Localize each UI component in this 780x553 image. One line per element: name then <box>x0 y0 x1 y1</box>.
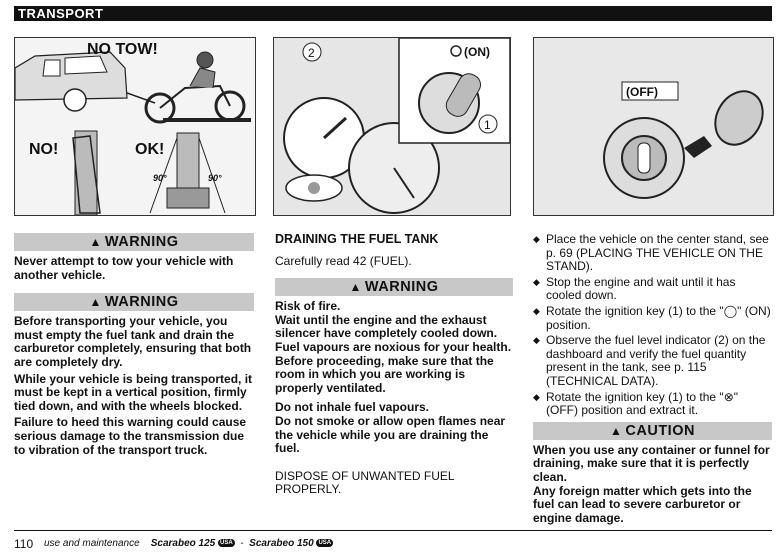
warning-title: WARNING <box>364 279 439 296</box>
warning-text: Risk of fire. <box>275 299 341 314</box>
list-item: ◆ Place the vehicle on the center stand, see p. 69 (PLACING THE VEHICLE ON THE STAND). <box>533 233 772 274</box>
column-right <box>533 233 772 528</box>
warning-text: Do not smoke or allow open flames near the vehicle while you are draining the fuel. <box>275 413 506 456</box>
warning-text: While your vehicle is being transported, it must be kept in a vertical position, firmly tied down, and with the wheels blocked. <box>14 371 253 413</box>
column-left <box>14 233 254 460</box>
dashboard-illustration <box>274 38 510 215</box>
list-item: ◆ Stop the engine and wait until it has cooled down. <box>533 276 772 303</box>
figure-transport <box>14 37 256 216</box>
model-name: Scarabeo 150 <box>249 538 314 549</box>
warning-text: Do not inhale fuel vapours. <box>275 400 430 415</box>
procedure-list <box>533 233 772 418</box>
page-footer <box>14 530 772 553</box>
section-title: TRANSPORT <box>18 6 104 21</box>
usa-badge-icon: USA <box>220 540 233 547</box>
key-on-label: (ON) <box>464 45 490 59</box>
ignition-illustration <box>534 38 773 215</box>
callout-1: 1 <box>484 118 491 132</box>
warning-banner <box>275 278 513 296</box>
ok-label: OK! <box>135 141 165 158</box>
figure-dashboard <box>273 37 511 216</box>
list-item: ◆ Rotate the ignition key (1) to the "◯" (ON) position. <box>533 305 772 332</box>
no-tow-label: NO TOW! <box>87 41 158 58</box>
warning-title: WARNING <box>104 294 179 311</box>
read-reference: Carefully read 42 (FUEL). <box>275 253 412 268</box>
footer-label: use and maintenance <box>44 538 140 549</box>
caution-banner <box>533 422 772 440</box>
warning-text: Never attempt to tow your vehicle with another vehicle. <box>14 254 234 282</box>
column-middle <box>275 233 513 500</box>
list-item: ◆ Rotate the ignition key (1) to the "⊗" (OFF) position and extract it. <box>533 391 772 418</box>
warning-text: Before transporting your vehicle, you must empty the fuel tank and drain the carburetor completely, ensuring that both are completely dry. <box>14 314 252 369</box>
footer-separator: - <box>240 538 244 549</box>
footer-text <box>44 538 333 549</box>
model-name: Scarabeo 125 <box>150 538 216 549</box>
warning-text: Failure to heed this warning could cause serious damage to the transmission due to vibration of the transport truck. <box>14 415 247 457</box>
warning-title: WARNING <box>104 234 179 250</box>
angle-right-label: 90° <box>208 173 222 183</box>
callout-2: 2 <box>308 46 315 60</box>
no-label: NO! <box>29 141 59 158</box>
warning-triangle-icon: ▲ <box>89 295 102 310</box>
angle-left-label: 90° <box>153 173 167 183</box>
page-number: 110 <box>14 537 34 551</box>
section-heading: DRAINING THE FUEL TANK <box>275 232 439 246</box>
figure-ignition-off <box>533 37 774 216</box>
transport-illustration <box>15 38 255 215</box>
warning-triangle-icon: ▲ <box>610 423 623 438</box>
dispose-note: DISPOSE OF UNWANTED FUEL PROPERLY. <box>275 468 455 497</box>
caution-text: When you use any container or funnel for draining, make sure that it is perfectly clean. <box>533 442 770 484</box>
warning-triangle-icon: ▲ <box>89 235 102 249</box>
list-item: ◆ Observe the fuel level indicator (2) on the dashboard and verify the fuel quantity present in the tank, see p. 115 (TECHNICAL DATA). <box>533 334 772 388</box>
usa-badge-icon: USA <box>318 540 332 547</box>
warning-triangle-icon: ▲ <box>349 280 362 295</box>
warning-banner <box>14 233 254 251</box>
warning-text: Wait until the engine and the exhaust silencer have completely cooled down. Fuel vapours are noxious for your health. <box>275 312 512 354</box>
warning-text: Before proceeding, make sure that the room in which you are working is properly ventilated. <box>275 353 494 395</box>
key-off-label: (OFF) <box>626 85 658 99</box>
section-header <box>14 6 772 21</box>
warning-banner <box>14 293 254 311</box>
caution-text: Any foreign matter which gets into the fuel can lead to severe carburetor or engine damage. <box>533 483 752 525</box>
caution-title: CAUTION <box>625 422 695 439</box>
